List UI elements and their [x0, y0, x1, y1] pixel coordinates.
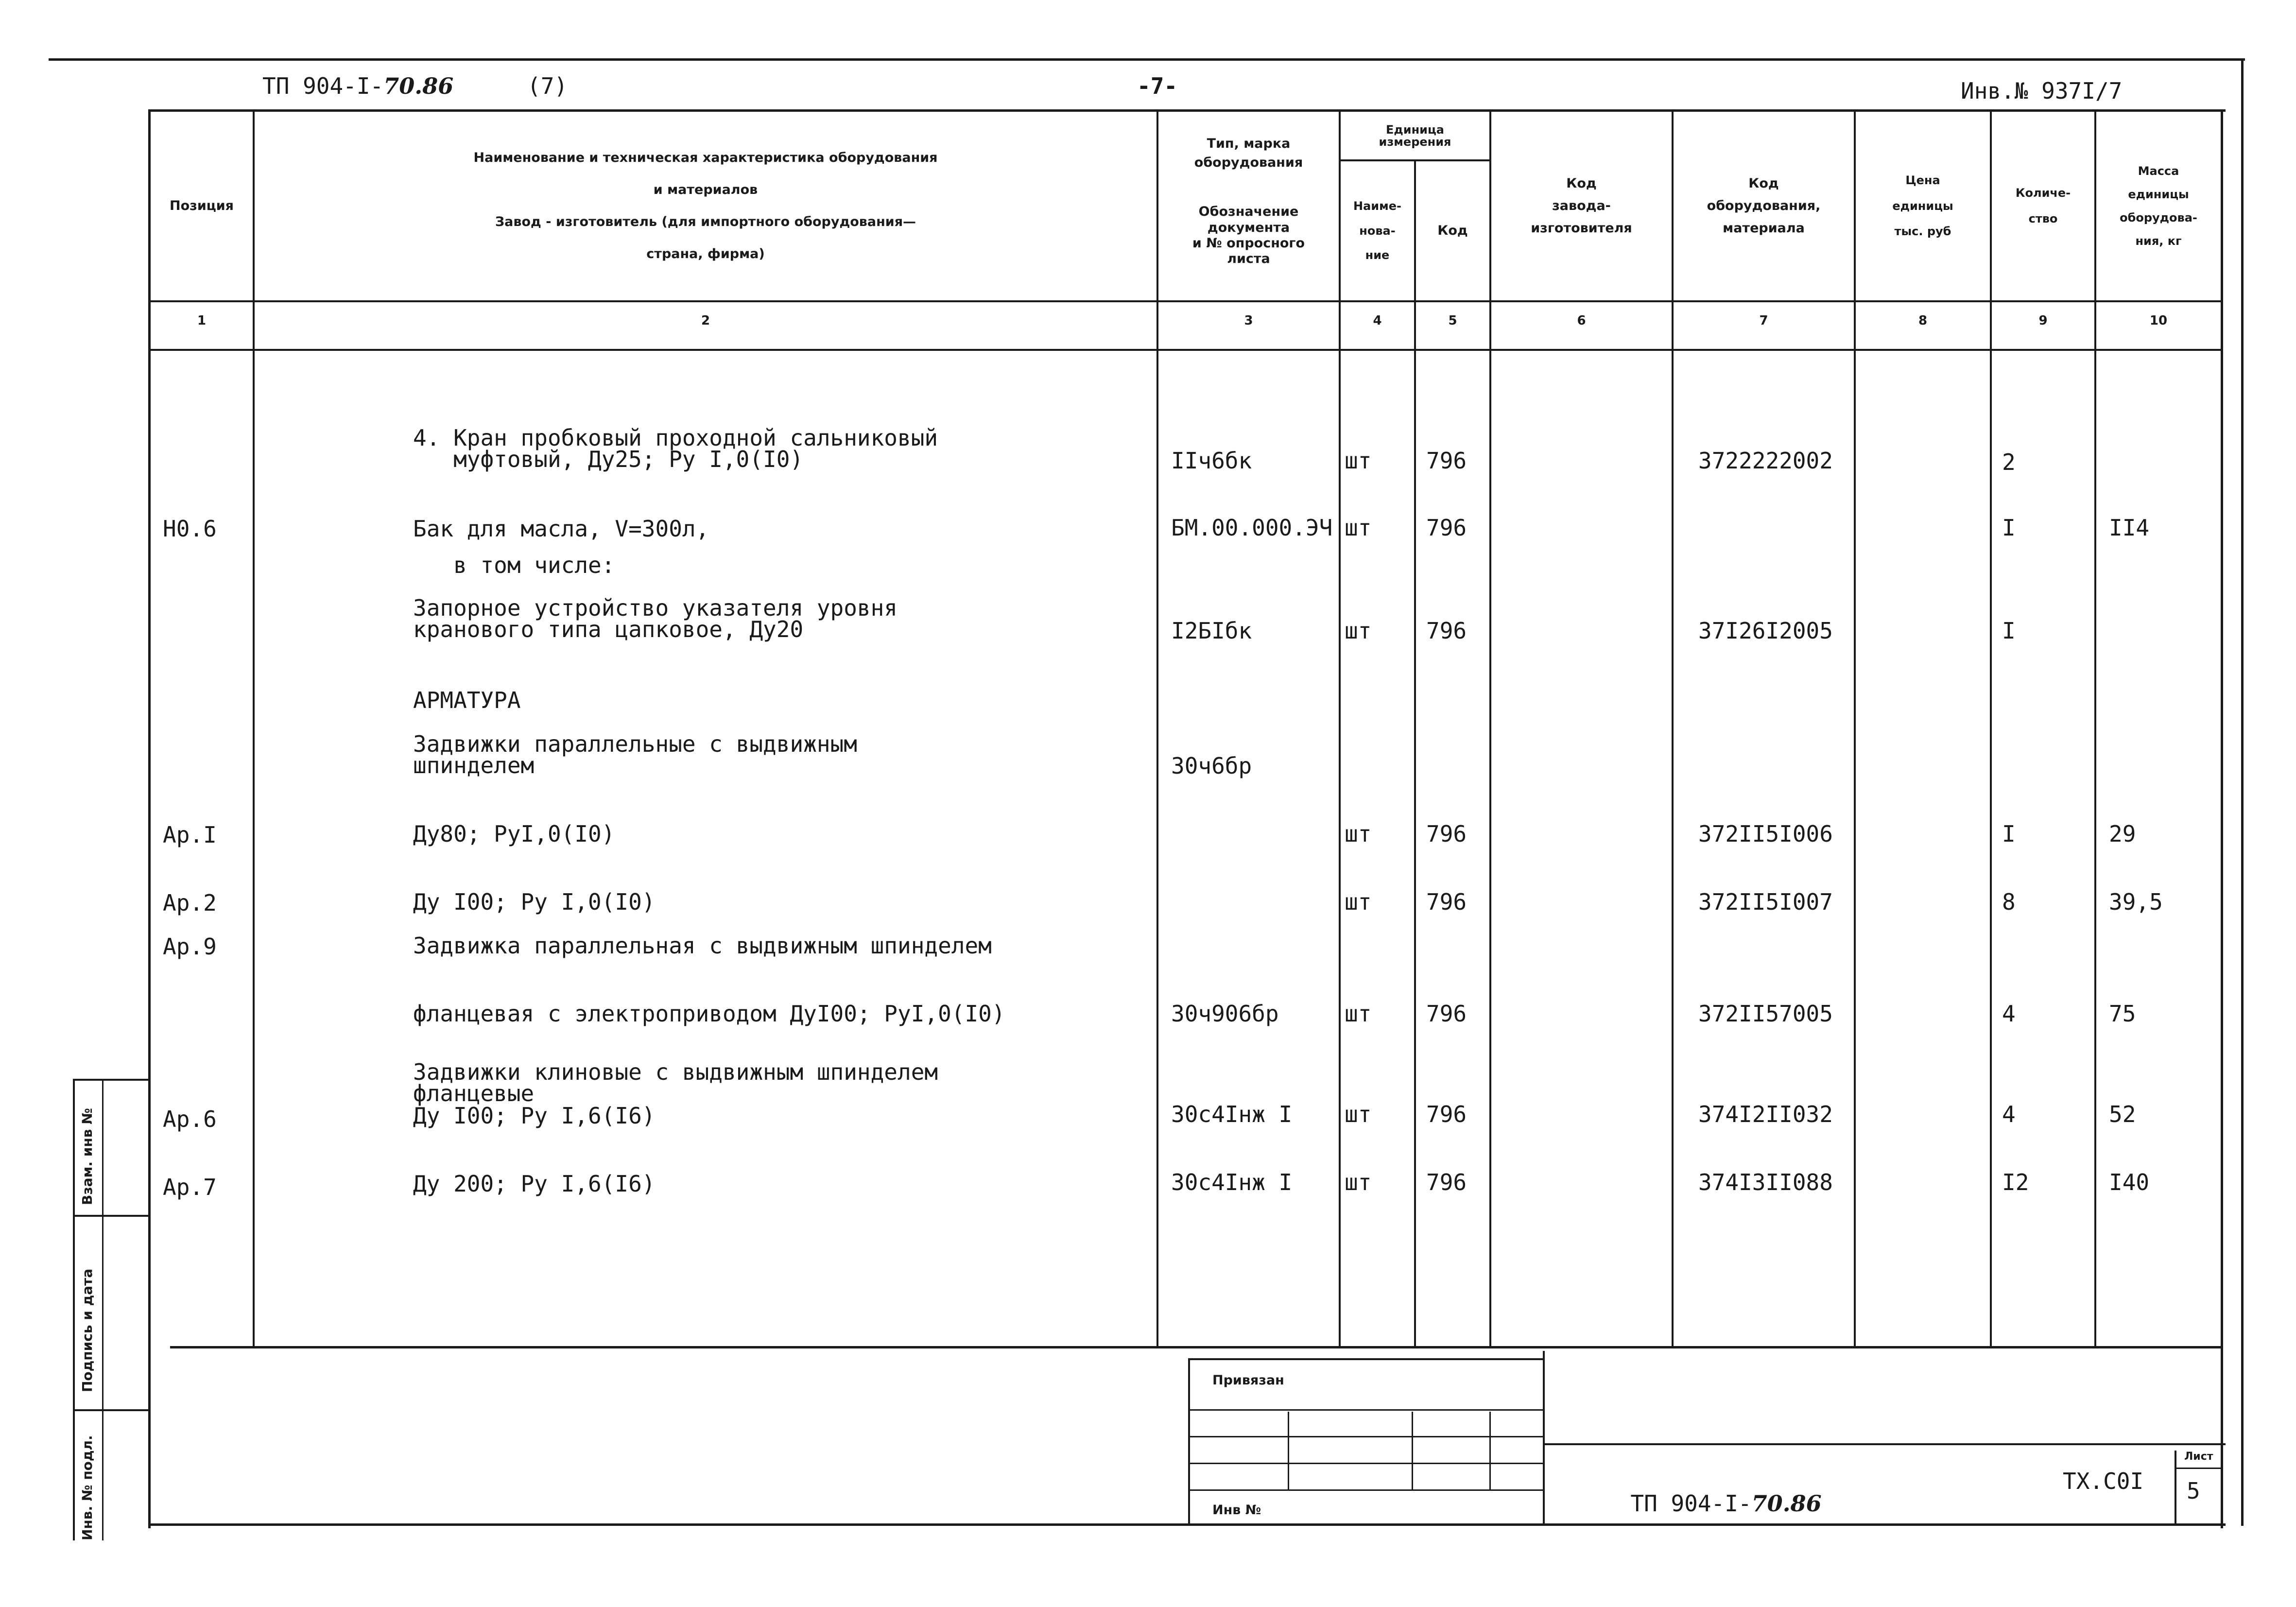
stamp-left-border — [1188, 1358, 1190, 1526]
column-number-4: 4 — [1373, 313, 1382, 328]
row-1-mass: II4 — [2109, 515, 2150, 541]
column-number-6: 6 — [1577, 313, 1586, 328]
header-divider — [151, 300, 2223, 302]
row-6-position: Ар.I — [163, 822, 217, 848]
row-0-name: 4. Кран пробковый проходной сальниковый муфтовый, Ду25; Ру I,0(I0) — [413, 425, 938, 472]
row-9-unit-code: 796 — [1426, 1001, 1467, 1027]
footer-doc-code-hand: 70.86 — [1751, 1490, 1822, 1517]
row-3-unit: шт — [1345, 618, 1372, 644]
row-12-type: 30с4Iнж I — [1171, 1169, 1293, 1195]
column-number-1: 1 — [197, 313, 207, 328]
row-11-type: 30с4Iнж I — [1171, 1101, 1293, 1127]
row-7-equipment-code: 372II5I007 — [1698, 889, 1833, 915]
header-name: Наименование и техническая характеристика оборудования и материалов Завод - изготовитель (для импортного оборудования— страна, фирма) — [473, 150, 938, 262]
row-1-type: БМ.00.000.ЭЧ — [1171, 515, 1333, 541]
row-11-quantity: 4 — [2002, 1101, 2016, 1127]
header-plant-code: Код завода- изготовителя — [1531, 176, 1632, 236]
row-6-mass: 29 — [2109, 821, 2136, 847]
row-1-quantity: I — [2002, 515, 2016, 541]
top-doc-code-hand: 70.86 — [383, 73, 454, 99]
row-0-unit: шт — [1345, 448, 1372, 474]
stamp-line-2 — [1188, 1436, 1545, 1437]
side-inv-podl: Инв. № подл. — [79, 1435, 95, 1540]
row-11-equipment-code: 374I2II032 — [1698, 1101, 1833, 1127]
inventory-number: Инв.№ 937I/7 — [1961, 78, 2123, 104]
header-document: Обозначение документа и № опросного листа — [1192, 204, 1305, 267]
top-doc-code-prefix: ТП 904-I- — [262, 73, 384, 99]
stamp-inv-no: Инв № — [1212, 1503, 1261, 1518]
row-0-unit-code: 796 — [1426, 448, 1467, 474]
stamp-vline-2 — [1412, 1412, 1413, 1489]
header-unit-group: Единица измерения — [1379, 122, 1451, 149]
sheet-box-left — [2175, 1451, 2176, 1523]
row-12-unit: шт — [1345, 1169, 1372, 1195]
row-11-mass: 52 — [2109, 1101, 2136, 1127]
column-number-3: 3 — [1244, 313, 1253, 328]
side-stamp-inner — [102, 1079, 104, 1540]
sheet-box-divider — [2175, 1468, 2223, 1469]
row-7-position: Ар.2 — [163, 890, 217, 916]
row-11-unit: шт — [1345, 1101, 1372, 1127]
column-number-7: 7 — [1759, 313, 1768, 328]
column-number-divider — [151, 349, 2223, 351]
stamp-line-4 — [1188, 1489, 1545, 1491]
row-0-quantity: 2 — [2002, 449, 2016, 475]
title-block-top-border — [1543, 1443, 2226, 1445]
row-3-type: I2БIбк — [1171, 618, 1252, 644]
footer-mark: ТХ.С0I — [2063, 1468, 2144, 1494]
footer-doc-code-prefix: ТП 904-I- — [1630, 1490, 1752, 1517]
row-6-unit: шт — [1345, 821, 1372, 847]
row-6-quantity: I — [2002, 821, 2016, 847]
column-number-10: 10 — [2149, 313, 2168, 328]
unit-group-divider — [1341, 159, 1489, 161]
row-3-name: Запорное устройство указателя уровня кранового типа цапковое, Ду20 — [413, 595, 898, 642]
header-price: Цена единицы тыс. руб — [1892, 173, 1953, 239]
row-8-position: Ар.9 — [163, 933, 217, 960]
row-7-unit: шт — [1345, 889, 1372, 915]
row-11-position: Ар.6 — [163, 1106, 217, 1132]
stamp-vline-1 — [1288, 1412, 1289, 1489]
row-12-name: Ду 200; Ру I,6(I6) — [413, 1171, 656, 1197]
row-6-unit-code: 796 — [1426, 821, 1467, 847]
stamp-line-1 — [1188, 1409, 1545, 1411]
row-1-position: Н0.6 — [163, 516, 217, 542]
row-0-equipment-code: 3722222002 — [1698, 448, 1833, 474]
header-unit-code: Код — [1437, 223, 1468, 239]
row-11-name: Ду I00; Ру I,6(I6) — [413, 1103, 656, 1129]
row-6-name: Ду80; РуI,0(I0) — [413, 821, 615, 847]
header-equipment-code: Код оборудования, материала — [1707, 176, 1821, 236]
row-11-unit-code: 796 — [1426, 1101, 1467, 1127]
row-5-type: 30ч6бр — [1171, 753, 1252, 779]
row-4-name: АРМАТУРА — [413, 687, 521, 713]
footer-doc-code — [1604, 1470, 1822, 1515]
row-9-quantity: 4 — [2002, 1001, 2016, 1027]
stamp-vline-3 — [1489, 1412, 1491, 1489]
top-doc-part: (7) — [527, 73, 568, 99]
stamp-line-3 — [1188, 1463, 1545, 1464]
row-1-name: Бак для масла, V=300л, — [413, 516, 709, 542]
row-12-mass: I40 — [2109, 1169, 2150, 1195]
side-vzam: Взам. инв № — [79, 1108, 95, 1205]
row-8-name: Задвижка параллельная с выдвижным шпинделем — [413, 933, 992, 959]
table-bottom-border — [170, 1346, 2221, 1348]
header-unit-name: Наиме- нова- ние — [1353, 199, 1401, 262]
header-quantity: Количе- ство — [2015, 186, 2071, 225]
top-doc-code — [262, 73, 453, 99]
sheet-label: Лист — [2184, 1451, 2213, 1463]
row-9-name: фланцевая с электроприводом ДуI00; РуI,0(I0) — [413, 1001, 1005, 1027]
row-1-unit: шт — [1345, 515, 1372, 541]
row-0-type: IIч6бк — [1171, 448, 1252, 474]
side-stamp-top — [73, 1079, 151, 1081]
column-number-9: 9 — [2038, 313, 2048, 328]
page-marker: -7- — [1137, 73, 1178, 99]
row-3-equipment-code: 37I26I2005 — [1698, 618, 1833, 644]
row-9-equipment-code: 372II57005 — [1698, 1001, 1833, 1027]
row-9-type: 30ч906бр — [1171, 1001, 1279, 1027]
col-line-4 — [1414, 160, 1416, 1348]
sheet-right-border — [2241, 58, 2244, 1526]
row-9-unit: шт — [1345, 1001, 1372, 1027]
stamp-right-border — [1543, 1351, 1545, 1526]
header-type: Тип, марка оборудования — [1194, 136, 1303, 170]
row-12-equipment-code: 374I3II088 — [1698, 1169, 1833, 1195]
side-podpis: Подпись и дата — [79, 1268, 95, 1392]
column-number-8: 8 — [1918, 313, 1928, 328]
side-stamp-line-2 — [73, 1409, 151, 1411]
row-12-position: Ар.7 — [163, 1174, 217, 1200]
col-line-2 — [1157, 109, 1158, 1348]
row-7-quantity: 8 — [2002, 889, 2016, 915]
column-number-5: 5 — [1448, 313, 1457, 328]
sheet-number: 5 — [2187, 1478, 2200, 1504]
header-mass: Масса единицы оборудова- ния, кг — [2120, 164, 2197, 248]
side-stamp-left — [73, 1079, 75, 1540]
column-number-2: 2 — [701, 313, 710, 328]
row-7-name: Ду I00; Ру I,0(I0) — [413, 889, 656, 915]
header-position: Позиция — [169, 198, 234, 214]
sheet-top-border — [49, 58, 2245, 61]
row-2-name: в том числе: — [413, 552, 615, 578]
row-7-mass: 39,5 — [2109, 889, 2163, 915]
row-12-unit-code: 796 — [1426, 1169, 1467, 1195]
row-1-unit-code: 796 — [1426, 515, 1467, 541]
row-12-quantity: I2 — [2002, 1169, 2029, 1195]
table-right-border — [2221, 109, 2223, 1528]
row-3-unit-code: 796 — [1426, 618, 1467, 644]
stamp-top-border — [1188, 1358, 1545, 1360]
row-3-quantity: I — [2002, 618, 2016, 644]
row-10-name: Задвижки клиновые с выдвижным шпинделем фланцевые — [413, 1059, 938, 1106]
row-5-name: Задвижки параллельные с выдвижным шпинделем — [413, 731, 857, 778]
row-6-equipment-code: 372II5I006 — [1698, 821, 1833, 847]
stamp-privyazan: Привязан — [1212, 1373, 1284, 1388]
row-7-unit-code: 796 — [1426, 889, 1467, 915]
row-9-mass: 75 — [2109, 1001, 2136, 1027]
side-stamp-line-1 — [73, 1215, 151, 1217]
